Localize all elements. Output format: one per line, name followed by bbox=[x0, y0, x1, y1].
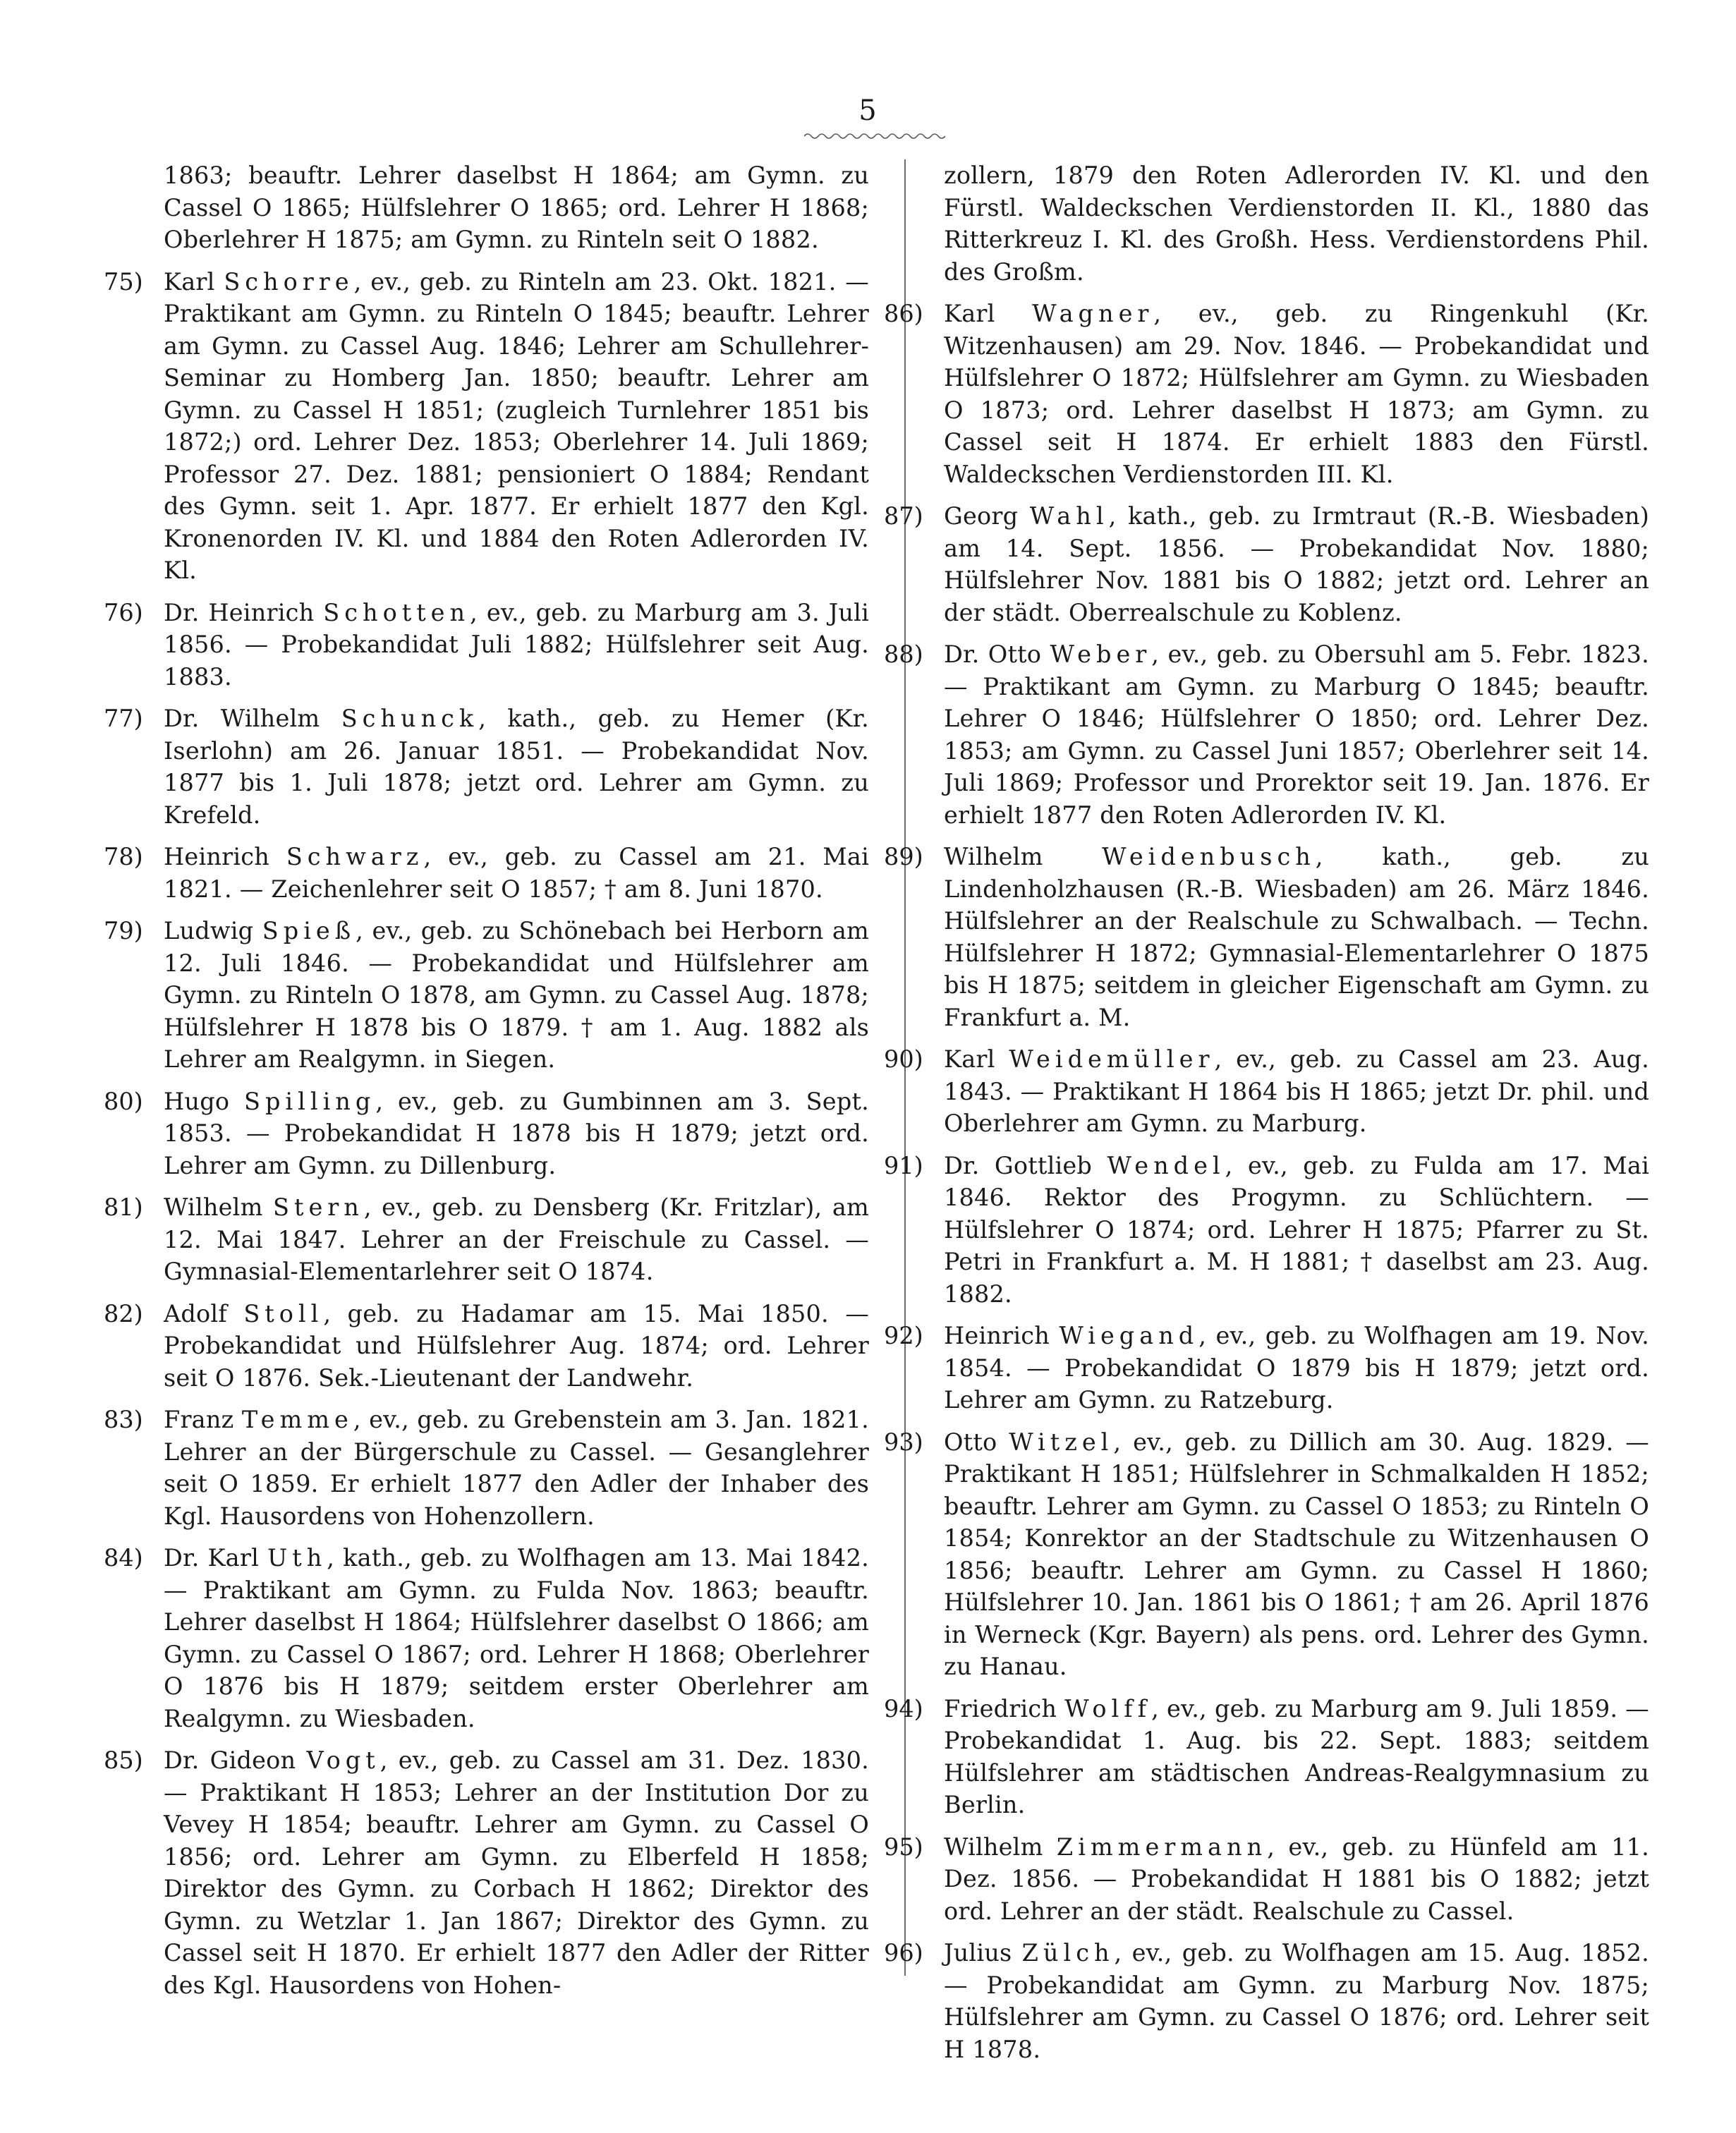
entry-number: 90) bbox=[884, 1045, 923, 1073]
biography-entry bbox=[104, 1086, 869, 1182]
entry-number: 88) bbox=[884, 640, 923, 668]
biography-entry bbox=[884, 298, 1649, 490]
entry-given-name: Karl bbox=[944, 300, 1033, 327]
entry-number: 95) bbox=[884, 1833, 923, 1861]
entry-given-name: Wilhelm bbox=[944, 1833, 1057, 1861]
entry-given-name: Franz bbox=[164, 1406, 242, 1433]
entry-details: , ev., geb. zu Wolfhagen am 15. Aug. 1852. — Probekandidat am Gymn. zu Marburg Nov. 1875; Hülfslehrer am Gymn. zu Cassel O 1876; ord. Lehrer seit H 1878. bbox=[944, 1939, 1650, 2063]
entry-surname: Wahl bbox=[1029, 502, 1109, 530]
entry-given-name: Dr. Gottlieb bbox=[944, 1151, 1107, 1179]
entry-text bbox=[944, 1426, 1649, 1683]
entry-number: 91) bbox=[884, 1151, 923, 1179]
biography-entry bbox=[104, 1542, 870, 1734]
entry-number: 78) bbox=[104, 843, 143, 870]
entry-details: , kath., geb. zu Irmtraut (R.-B. Wiesbaden) am 14. Sept. 1856. — Probekandidat Nov. 1880; Hülfslehrer Nov. 1881 bis O 1882; jetzt ord. Lehrer an der städt. Oberrealschule zu Koblenz. bbox=[944, 502, 1649, 626]
entry-text bbox=[944, 841, 1649, 1033]
entry-text bbox=[164, 266, 869, 587]
entry-details: , ev., geb. zu Fulda am 17. Mai 1846. Rektor des Progymn. zu Schlüchtern. — Hülfslehrer O 1874; ord. Lehrer H 1875; Pfarrer zu St. Petri in Frankfurt a. M. H 1881; † daselbst am 23. Aug. 1882. bbox=[944, 1151, 1649, 1308]
entry-text bbox=[164, 1542, 869, 1734]
entry-text bbox=[944, 1937, 1649, 2065]
entry-surname: Wiegand bbox=[1059, 1322, 1199, 1349]
entry-text bbox=[944, 1693, 1649, 1821]
biography-entry bbox=[104, 1298, 869, 1394]
entry-text bbox=[164, 1086, 869, 1182]
wavy-ornament bbox=[804, 131, 945, 141]
entry-number: 87) bbox=[884, 502, 923, 530]
entry-details: , ev., geb. zu Gumbinnen am 3. Sept. 1853. — Probekandidat H 1878 bis H 1879; jetzt ord. Lehrer am Gymn. zu Dillenburg. bbox=[164, 1087, 869, 1179]
entry-details: , kath., geb. zu Hemer (Kr. Iserlohn) am 26. Januar 1851. — Probekandidat Nov. 1877 bis 1. Juli 1878; jetzt ord. Lehrer am Gymn. zu Krefeld. bbox=[164, 705, 869, 829]
entry-text bbox=[944, 298, 1649, 490]
entry-details: , kath., geb. zu Wolfhagen am 13. Mai 1842. — Praktikant am Gymn. zu Fulda Nov. 1863; beauftr. Lehrer daselbst H 1864; Hülfslehrer daselbst O 1866; am Gymn. zu Cassel O 1867; ord. Lehrer H 1868; Oberlehrer O 1876 bis H 1879; seitdem erster Oberlehrer am Realgymn. zu Wiesbaden. bbox=[164, 1544, 870, 1732]
biography-entry bbox=[884, 1150, 1649, 1311]
entry-given-name: Dr. Gideon bbox=[164, 1746, 307, 1774]
biography-entry bbox=[104, 841, 870, 905]
entry-details: , ev., geb. zu Cassel am 21. Mai 1821. — Zeichenlehrer seit O 1857; † am 8. Juni 1870. bbox=[164, 843, 870, 903]
biography-entry bbox=[104, 1744, 870, 2001]
entry-details: , geb. zu Hadamar am 15. Mai 1850. — Probekandidat und Hülfslehrer Aug. 1874; ord. Lehrer seit O 1876. Sek.-Lieutenant der Landwehr. bbox=[164, 1299, 869, 1392]
entry-surname: Zülch bbox=[1021, 1939, 1115, 1967]
page-number: 5 bbox=[858, 95, 877, 127]
entry-text bbox=[164, 1191, 869, 1288]
entry-number: 96) bbox=[884, 1939, 923, 1967]
entry-text bbox=[164, 703, 869, 831]
entry-number: 75) bbox=[104, 267, 143, 296]
biography-entry bbox=[104, 1404, 869, 1532]
right-column bbox=[884, 159, 1650, 2075]
biography-entry bbox=[104, 703, 869, 831]
entry-number: 89) bbox=[884, 843, 923, 870]
biography-entry bbox=[104, 597, 869, 693]
entry-surname: Weidemüller bbox=[1009, 1045, 1215, 1073]
entry-number: 80) bbox=[104, 1087, 143, 1115]
entry-details: , kath., geb. zu Lindenholzhausen (R.-B. Wiesbaden) am 26. März 1846. Hülfslehrer an der Realschule zu Schwalbach. — Techn. Hülfslehrer H 1872; Gymnasial-Elementarlehrer O 1875 bis H 1875; seitdem in gleicher Eigenschaft am Gymn. zu Frankfurt a. M. bbox=[944, 843, 1649, 1031]
entry-given-name: Julius bbox=[944, 1939, 1022, 1967]
entry-given-name: Heinrich bbox=[164, 843, 286, 870]
entry-given-name: Wilhelm bbox=[944, 843, 1103, 870]
entry-details: , ev., geb. zu Ringenkuhl (Kr. Witzenhausen) am 29. Nov. 1846. — Probekandidat und Hülfslehrer O 1872; Hülfslehrer am Gymn. zu Wiesbaden O 1873; ord. Lehrer daselbst H 1873; am Gymn. zu Cassel seit H 1874. Er erhielt 1883 den Fürstl. Waldeckschen Verdienstorden III. Kl. bbox=[944, 300, 1649, 488]
biography-entry bbox=[884, 1426, 1649, 1683]
right-entries bbox=[884, 298, 1650, 2065]
entry-text bbox=[944, 1043, 1649, 1140]
entry-surname: Spilling bbox=[244, 1087, 376, 1115]
entry-details: , ev., geb. zu Marburg am 3. Juli 1856. — Probekandidat Juli 1882; Hülfslehrer seit Aug. 1883. bbox=[164, 598, 869, 691]
entry-given-name: Karl bbox=[944, 1045, 1009, 1073]
entry-given-name: Adolf bbox=[164, 1299, 244, 1327]
biography-entry bbox=[104, 1191, 869, 1288]
entry-surname: Wagner bbox=[1032, 300, 1154, 327]
entry-surname: Witzel bbox=[1009, 1428, 1114, 1456]
biography-entry bbox=[884, 1831, 1650, 1928]
entry-details: , ev., geb. zu Marburg am 9. Juli 1859. — Probekandidat 1. Aug. bis 22. Sept. 1883; seitdem Hülfslehrer am städtischen Andreas-Realgymnasium zu Berlin. bbox=[944, 1694, 1649, 1818]
entry-given-name: Otto bbox=[944, 1428, 1009, 1456]
entry-surname: Schunck bbox=[341, 705, 479, 732]
entry-text bbox=[944, 500, 1649, 628]
entry-number: 77) bbox=[104, 705, 143, 732]
entry-given-name: Ludwig bbox=[164, 917, 262, 944]
entry-surname: Temme bbox=[241, 1406, 353, 1433]
entry-surname: Weidenbusch bbox=[1102, 843, 1316, 870]
entry-surname: Stern bbox=[273, 1193, 364, 1221]
entry-number: 86) bbox=[884, 300, 923, 327]
left-entries bbox=[104, 266, 870, 2002]
entry-number: 76) bbox=[104, 598, 143, 626]
entry-number: 82) bbox=[104, 1299, 143, 1327]
entry-number: 85) bbox=[104, 1746, 143, 1774]
entry-details: , ev., geb. zu Grebenstein am 3. Jan. 1821. Lehrer an der Bürgerschule zu Cassel. — Gesanglehrer seit O 1859. Er erhielt 1877 den Adler der Inhaber des Kgl. Hausordens von Hohenzollern. bbox=[164, 1406, 869, 1530]
biography-entry bbox=[884, 841, 1649, 1033]
entry-text bbox=[944, 1320, 1649, 1416]
entry-number: 84) bbox=[104, 1544, 143, 1572]
left-continuation-text: 1863; beauftr. Lehrer daselbst H 1864; am Gymn. zu Cassel O 1865; Hülfslehrer O 1865; ord. Lehrer H 1868; Oberlehrer H 1875; am Gymn. zu Rinteln seit O 1882. bbox=[164, 162, 869, 253]
entry-details: , ev., geb. zu Wolfhagen am 19. Nov. 1854. — Probekandidat O 1879 bis H 1879; jetzt ord. Lehrer am Gymn. zu Ratzeburg. bbox=[944, 1322, 1649, 1414]
entry-number: 83) bbox=[104, 1406, 143, 1433]
entry-given-name: Friedrich bbox=[944, 1694, 1065, 1722]
biography-entry bbox=[104, 915, 869, 1076]
entry-surname: Weber bbox=[1050, 640, 1152, 668]
biography-entry bbox=[884, 638, 1649, 831]
entry-details: , ev., geb. zu Rinteln am 23. Okt. 1821. — Praktikant am Gymn. zu Rinteln O 1845; beauftr. Lehrer am Gymn. zu Cassel Aug. 1846; Lehrer am Schullehrer-Seminar zu Homberg Jan. 1850; beauftr. Lehrer am Gymn. zu Cassel H 1851; (zugleich Turnlehrer 1851 bis 1872;) ord. Lehrer Dez. 1853; Oberlehrer 14. Juli 1869; Professor 27. Dez. 1881; pensioniert O 1884; Rendant des Gymn. seit 1. Apr. 1877. Er erhielt 1877 den Kgl. Kronenorden IV. Kl. und 1884 den Roten Adlerorden IV. Kl. bbox=[164, 267, 869, 584]
entry-given-name: Dr. Heinrich bbox=[164, 598, 324, 626]
entry-details: , ev., geb. zu Cassel am 23. Aug. 1843. — Praktikant H 1864 bis H 1865; jetzt Dr. phil. und Oberlehrer am Gymn. zu Marburg. bbox=[944, 1045, 1649, 1137]
biography-entry bbox=[884, 1043, 1649, 1140]
entry-surname: Schotten bbox=[323, 598, 471, 626]
entry-given-name: Wilhelm bbox=[164, 1193, 274, 1221]
entry-given-name: Dr. Wilhelm bbox=[164, 705, 341, 732]
biography-entry bbox=[104, 266, 869, 587]
entry-surname: Wendel bbox=[1107, 1151, 1225, 1179]
entry-given-name: Hugo bbox=[164, 1087, 245, 1115]
entry-surname: Schwarz bbox=[286, 843, 424, 870]
entry-details: , ev., geb. zu Cassel am 31. Dez. 1830. — Praktikant H 1853; Lehrer an der Institution Dor zu Vevey H 1854; beauftr. Lehrer am Gymn. zu Cassel O 1856; ord. Lehrer am Gymn. zu Elberfeld H 1858; Direktor des Gymn. zu Corbach H 1862; Direktor des Gymn. zu Wetzlar 1. Jan 1867; Direktor des Gymn. zu Cassel seit H 1870. Er erhielt 1877 den Adler der Ritter des Kgl. Hausordens von Hohen- bbox=[164, 1746, 870, 1999]
biography-entry bbox=[884, 1937, 1650, 2065]
entry-text bbox=[164, 1404, 869, 1532]
entry-text bbox=[944, 638, 1649, 831]
right-continuation-text: zollern, 1879 den Roten Adlerorden IV. Kl. und den Fürstl. Waldeckschen Verdienstorden II. Kl., 1880 das Ritterkreuz I. Kl. des Großh. Hess. Verdienstordens Phil. des Großm. bbox=[944, 162, 1649, 286]
entry-text bbox=[944, 1831, 1649, 1928]
entry-given-name: Dr. Karl bbox=[164, 1544, 268, 1572]
biography-entry bbox=[884, 500, 1649, 628]
entry-details: , ev., geb. zu Schönebach bei Herborn am 12. Juli 1846. — Probekandidat und Hülfslehrer am Gymn. zu Rinteln O 1878, am Gymn. zu Cassel Aug. 1878; Hülfslehrer H 1878 bis O 1879. † am 1. Aug. 1882 als Lehrer am Realgymn. in Siegen. bbox=[164, 917, 869, 1073]
entry-surname: Uth bbox=[267, 1544, 327, 1572]
entry-text bbox=[164, 915, 869, 1076]
biography-entry bbox=[884, 1693, 1649, 1821]
entry-number: 93) bbox=[884, 1428, 923, 1456]
entry-surname: Zimmermann bbox=[1056, 1833, 1268, 1861]
entry-text bbox=[164, 1298, 869, 1394]
entry-surname: Stoll bbox=[243, 1299, 324, 1327]
entry-given-name: Georg bbox=[944, 502, 1030, 530]
entry-details: , ev., geb. zu Densberg (Kr. Fritzlar), am 12. Mai 1847. Lehrer an der Freischule zu Cassel. — Gymnasial-Elementarlehrer seit O 1874. bbox=[164, 1193, 869, 1285]
entry-details: , ev., geb. zu Hünfeld am 11. Dez. 1856. — Probekandidat H 1881 bis O 1882; jetzt ord. Lehrer an der städt. Realschule zu Cassel. bbox=[944, 1833, 1650, 1925]
entry-given-name: Heinrich bbox=[944, 1322, 1060, 1349]
entry-number: 92) bbox=[884, 1322, 923, 1349]
entry-number: 94) bbox=[884, 1694, 923, 1722]
entry-surname: Schorre bbox=[224, 267, 354, 296]
entry-surname: Wolff bbox=[1064, 1694, 1152, 1722]
entry-surname: Vogt bbox=[306, 1746, 380, 1774]
entry-text bbox=[164, 841, 869, 905]
entry-given-name: Karl bbox=[164, 267, 224, 296]
entry-given-name: Dr. Otto bbox=[944, 640, 1050, 668]
biography-entry bbox=[884, 1320, 1649, 1416]
entry-details: , ev., geb. zu Dillich am 30. Aug. 1829. — Praktikant H 1851; Hülfslehrer in Schmalkalden H 1852; beauftr. Lehrer am Gymn. zu Cassel O 1853; zu Rinteln O 1854; Konrektor an der Stadtschule zu Witzenhausen O 1856; beauftr. Lehrer am Gymn. zu Cassel H 1860; Hülfslehrer 10. Jan. 1861 bis O 1861; † am 26. April 1876 in Werneck (Kgr. Bayern) als pens. ord. Lehrer des Gymn. zu Hanau. bbox=[944, 1428, 1649, 1680]
entry-text bbox=[164, 1744, 869, 2001]
entry-text bbox=[944, 1150, 1649, 1311]
entry-number: 79) bbox=[104, 917, 143, 944]
entry-text bbox=[164, 597, 869, 693]
left-column bbox=[104, 159, 870, 2011]
entry-number: 81) bbox=[104, 1193, 143, 1221]
entry-details: , ev., geb. zu Obersuhl am 5. Febr. 1823. — Praktikant am Gymn. zu Marburg O 1845; beauftr. Lehrer O 1846; Hülfslehrer O 1850; ord. Lehrer Dez. 1853; am Gymn. zu Cassel Juni 1857; Oberlehrer seit 14. Juli 1869; Professor und Prorektor seit 19. Jan. 1876. Er erhielt 1877 den Roten Adlerorden IV. Kl. bbox=[944, 640, 1649, 829]
entry-surname: Spieß bbox=[262, 917, 356, 944]
